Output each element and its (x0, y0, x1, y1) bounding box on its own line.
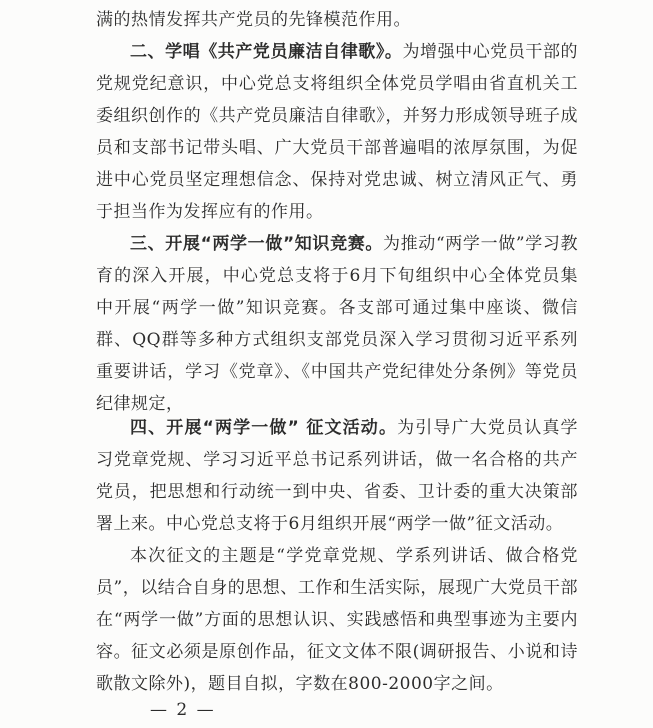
section-three-heading: 三、开展“两学一做”知识竞赛。 (130, 234, 384, 254)
section-two-body: 为增强中心党员干部的党规党纪意识，中心党总支将组织全体党员学唱由省直机关工委组织创作的《共产党员廉洁自律歌》，并努力形成领导班子成员和支部书记带头唱、广大党员干部普遍唱的浓厚氛围，为促进中心党员坚定理想信念、保持对党忠诚、树立清风正气、勇于担当作为发挥应有的作用。 (96, 42, 579, 222)
section-two-heading: 二、学唱《共产党员廉洁自律歌》。 (130, 42, 403, 62)
section-four-body: 为引导广大党员认真学习党章党规、学习习近平总书记系列讲话，做一名合格的共产党员，把思想和行动统一到中央、省委、卫计委的重大决策部署上来。中心党总支将于6月组织开展“两学一做”征文活动。 (96, 418, 579, 534)
paragraph-continuation (96, 4, 578, 36)
section-two-paragraph (96, 36, 578, 228)
section-three-body: 为推动“两学一做”学习教育的深入开展，中心党总支将于6月下旬组织中心全体党员集中开展“两学一做”知识竞赛。各支部可通过集中座谈、微信群、QQ群等多种方式组织支部党员深入学习贯彻习近平系列重要讲话，学习《党章》、《中国共产党纪律处分条例》等党员纪律规定， (96, 234, 578, 414)
section-four-heading: 四、开展“两学一做” 征文活动。 (130, 418, 398, 438)
essay-theme-paragraph (96, 540, 578, 700)
paragraph-body: 满的热情发挥共产党员的先锋模范作用。 (96, 10, 411, 30)
section-four-paragraph (96, 412, 578, 540)
essay-theme-body: 本次征文的主题是“学党章党规、学系列讲话、做合格党员”，以结合自身的思想、工作和生活实际，展现广大党员干部在“两学一做”方面的思想认识、实践感悟和典型事迹为主要内容。征文必须是原创作品，征文文体不限(调研报告、小说和诗歌散文除外)，题目自拟，字数在800-2000字之间。 (96, 546, 578, 694)
page-number: — 2 — (150, 700, 216, 720)
section-three-paragraph (96, 228, 578, 420)
